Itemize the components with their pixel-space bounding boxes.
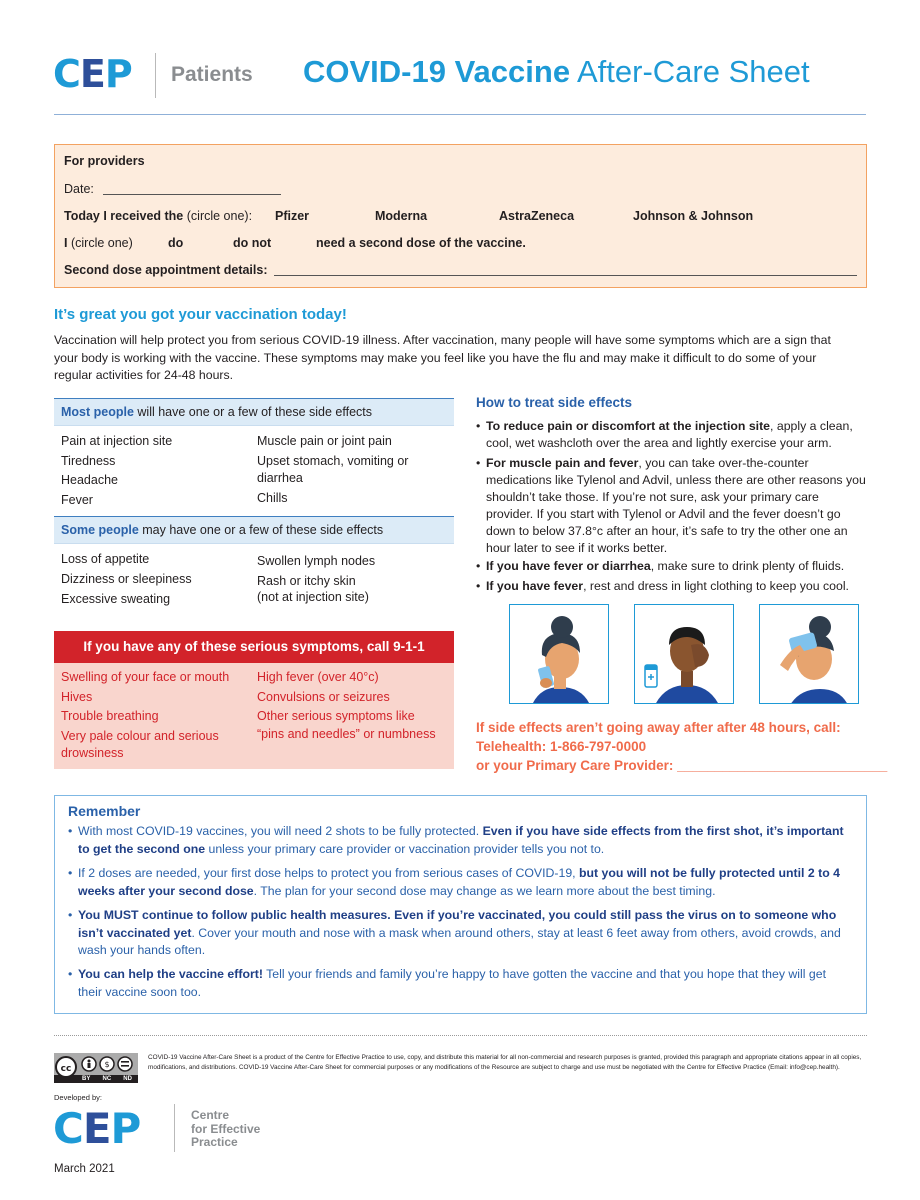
vaccine-option-jj[interactable]: Johnson & Johnson <box>633 209 754 223</box>
appointment-field[interactable] <box>274 275 857 276</box>
illustration-cold-compress <box>759 604 859 704</box>
cc-nc-label: NC <box>102 1076 112 1082</box>
illustration-drinking-water <box>509 604 609 704</box>
developed-by-label: Developed by: <box>54 1093 102 1102</box>
publication-date: March 2021 <box>54 1163 115 1175</box>
drinking-illustration-icon <box>510 605 609 704</box>
most-people-header: Most people will have one or a few of these side effects <box>54 398 454 426</box>
intro-text: Vaccination will help protect you from serious COVID-19 illness. After vaccination, many people will have some symptoms which are a sign that your body is working with the vaccine. These symptoms may make you feel like you have the flu and may make it difficult to do some of your regular activities for 24-48 hours. <box>54 333 831 382</box>
side-effect-item: diarrhea <box>257 471 303 485</box>
serious-symptom-item: drowsiness <box>61 746 124 760</box>
date-label: Date: <box>64 182 94 196</box>
svg-text:$: $ <box>104 1060 110 1069</box>
license-text: COVID-19 Vaccine After-Care Sheet is a product of the Centre for Effective Practice to use, copy, and distribute this material for all non-commercial and research purposes is granted, provided this paragraph and appropriate citations appear in all copies, modifications, and distributions. COVID-19 Vaccine After-Care Sheet for commercial purposes or any modifications of the Resource are subject to charge and use must be negotiated with the Centre for Effective Practice (Email: info@cep.health). <box>148 1054 862 1071</box>
i-row <box>64 236 133 250</box>
remember-heading: Remember <box>68 803 141 819</box>
primary-care-line: or your Primary Care Provider: ____________________________ <box>476 758 888 773</box>
compress-illustration-icon <box>760 605 859 704</box>
vaccine-option-moderna[interactable]: Moderna <box>375 209 428 223</box>
footer-divider <box>54 1035 867 1036</box>
received-row <box>64 209 252 223</box>
i-circle-note: (circle one) <box>70 236 133 250</box>
howto-heading: How to treat side effects <box>476 395 633 410</box>
side-effect-item: Tiredness <box>61 454 116 468</box>
header-rule <box>54 114 866 115</box>
date-field[interactable] <box>103 194 281 195</box>
side-effect-item: Dizziness or sleepiness <box>61 572 192 586</box>
remember-item-public-health: • You MUST continue to follow public health measures. Even if you’re vaccinated, you could still pass the virus on to someone who isn’t vaccinated yet. Cover your mouth and nose with a mask when around others, stay at least 6 feet away from others, avoid crowds, and wash your hands often. <box>68 907 848 960</box>
remember-item-protection: • If 2 doses are needed, your first dose helps to protect you from serious cases of COVID-19, but you will not be fully protected until 2 to 4 weeks after your second dose. The plan for your second dose may change as we learn more about the best timing. <box>68 865 848 900</box>
i-label: I <box>64 236 68 250</box>
title-bold: COVID-19 Vaccine <box>303 54 571 89</box>
serious-symptom-item: High fever (over 40°c) <box>257 670 379 684</box>
call-line-1: If side effects aren’t going away after after 48 hours, call: <box>476 720 841 735</box>
option-do[interactable]: do <box>168 236 184 250</box>
side-effect-item: Pain at injection site <box>61 434 173 448</box>
howto-bullet-injection: • To reduce pain or discomfort at the injection site, apply a clean, cool, wet washcloth over the area and lightly exercise your arm. <box>476 418 866 452</box>
footer-cep-logo: CEP <box>53 1104 141 1153</box>
svg-text:cc: cc <box>60 1064 72 1074</box>
side-effect-item: Muscle pain or joint pain <box>257 434 392 448</box>
logo-letter-e: E <box>79 52 105 96</box>
side-effect-item: Chills <box>257 491 288 505</box>
serious-symptom-item: Other serious symptoms like <box>257 709 415 723</box>
serious-symptom-item: Swelling of your face or mouth <box>61 670 230 684</box>
cc-nd-label: ND <box>123 1076 132 1082</box>
side-effect-item: Fever <box>61 493 93 507</box>
side-effect-item: Upset stomach, vomiting or <box>257 454 409 468</box>
intro-heading: It’s great you got your vaccination today! <box>54 306 347 323</box>
serious-symptom-item: Hives <box>61 690 93 704</box>
side-effect-item: Rash or itchy skin <box>257 574 356 588</box>
side-effect-item: Loss of appetite <box>61 552 150 566</box>
howto-bullet-muscle-fever: • For muscle pain and fever, you can take over-the-counter medications like Tylenol and Advil, unless there are other reasons you shouldn’t take those. If you’re not sure, ask your primary care provider. If you start with Tylenol or Advil and the fever doesn’t go down to below 37.8°c after an hour, it’s safe to try the other one an hour later to see if it works better. <box>476 455 866 557</box>
org-name: Centre for Effective Practice <box>191 1108 261 1149</box>
cep-logo <box>53 52 132 96</box>
illustration-headache <box>634 604 734 704</box>
serious-symptom-item: Very pale colour and serious <box>61 729 219 743</box>
remember-item-two-shots: • With most COVID-19 vaccines, you will need 2 shots to be fully protected. Even if you have side effects from the first shot, it’s important to get the second one unless your primary care provider or vaccination provider tells you not to. <box>68 823 848 858</box>
howto-bullet-fever: • If you have fever, rest and dress in light clothing to keep you cool. <box>476 578 866 595</box>
title-rest: After-Care Sheet <box>576 54 810 89</box>
serious-symptom-item: Trouble breathing <box>61 709 159 723</box>
vaccine-option-astrazeneca[interactable]: AstraZeneca <box>499 209 575 223</box>
providers-heading: For providers <box>64 154 145 168</box>
serious-symptom-item: “pins and needles” or numbness <box>257 727 436 741</box>
footer-logo-divider <box>174 1104 175 1152</box>
logo-letter-c: C <box>53 52 80 96</box>
header-divider <box>155 53 156 98</box>
creative-commons-badge <box>54 1053 138 1083</box>
option-do-not[interactable]: do not <box>233 236 272 250</box>
second-dose-text: need a second dose of the vaccine. <box>316 236 526 250</box>
side-effect-item: Swollen lymph nodes <box>257 554 376 568</box>
provider-box <box>54 144 867 288</box>
page-title <box>303 54 810 90</box>
serious-symptoms-header: If you have any of these serious symptoms, call 9-1-1 <box>54 631 454 663</box>
howto-bullet-diarrhea: • If you have fever or diarrhea, make sure to drink plenty of fluids. <box>476 558 866 575</box>
side-effect-item: Excessive sweating <box>61 592 171 606</box>
received-circle-note: (circle one): <box>186 209 253 223</box>
cc-by-label: BY <box>82 1076 91 1082</box>
side-effect-item: (not at injection site) <box>257 590 369 604</box>
appointment-label: Second dose appointment details: <box>64 263 268 277</box>
section-label: Patients <box>171 63 253 86</box>
telehealth-number[interactable]: Telehealth: 1-866-797-0000 <box>476 739 647 754</box>
logo-letter-p: P <box>104 52 132 96</box>
serious-symptom-item: Convulsions or seizures <box>257 690 390 704</box>
some-people-header: Some people may have one or a few of these side effects <box>54 516 454 544</box>
vaccine-option-pfizer[interactable]: Pfizer <box>275 209 310 223</box>
received-label: Today I received the <box>64 209 184 223</box>
remember-item-help-effort: • You can help the vaccine effort! Tell your friends and family you’re happy to have gotten the vaccine and that you hope that they will get their vaccine soon too. <box>68 966 848 1001</box>
headache-illustration-icon <box>635 605 734 704</box>
side-effect-item: Headache <box>61 473 118 487</box>
